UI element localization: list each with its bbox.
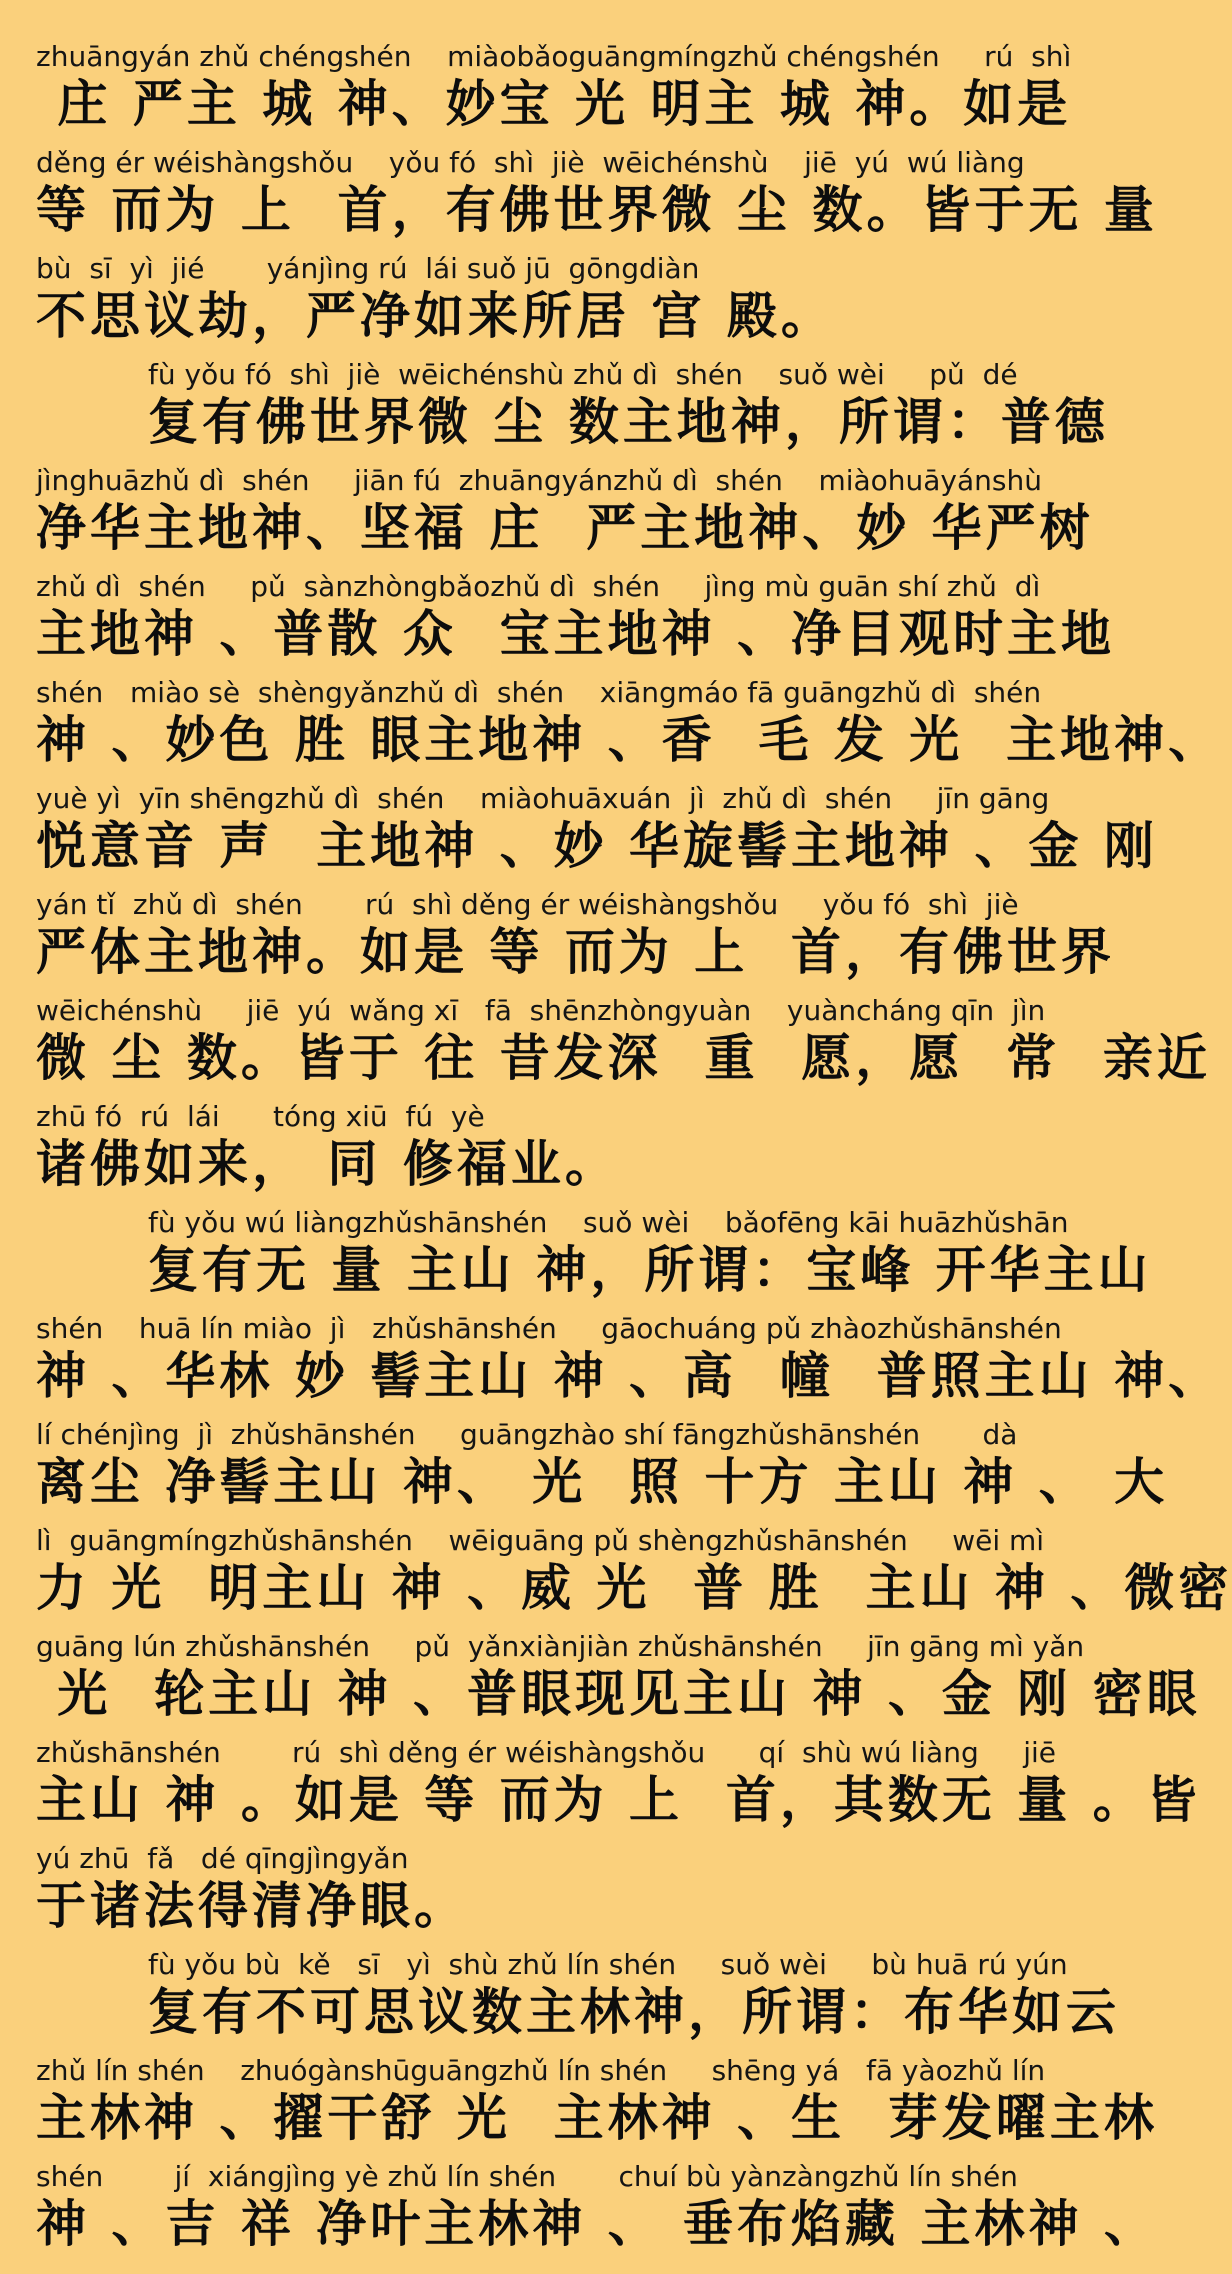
pinyin-annotation: fù yǒu fó shì jiè wēichénshù zhǔ dì shén suǒ wèi pǔ dé: [148, 358, 1018, 391]
verse-line: [36, 570, 1116, 676]
verse-line: [36, 1842, 1044, 1948]
verse-line: [36, 676, 1223, 782]
verse-line: [36, 1100, 1044, 1206]
chinese-text: 严体主地神。如是 等 而为 上 首，有佛世界: [36, 923, 1116, 981]
verse-line: [36, 2054, 1158, 2160]
verse-line: [36, 1418, 1169, 1524]
verse-line: [36, 358, 1109, 464]
chinese-text: 等 而为 上 首，有佛世界微 尘 数。皆于无 量: [36, 181, 1158, 239]
verse-line: [36, 888, 1116, 994]
verse-line: [36, 1312, 1223, 1418]
chinese-text: 离尘 净髻主山 神、 光 照 十方 主山 神 、 大: [36, 1453, 1169, 1511]
pinyin-annotation: fù yǒu bù kě sī yì shù zhǔ lín shén suǒ wèi bù huā rú yún: [148, 1948, 1068, 1981]
pinyin-annotation: zhǔshānshén rú shì děng ér wéishàngshǒu qí shù wú liàng jiē: [36, 1736, 1057, 1769]
chinese-text: 诸佛如来， 同 修福业。: [36, 1135, 619, 1193]
chinese-text: 净华主地神、坚福 庄 严主地神、妙 华严树: [36, 499, 1094, 557]
verse-line: [36, 252, 1044, 358]
chinese-text: 微 尘 数。皆于 往 昔发深 重 愿，愿 常 亲近: [36, 1029, 1211, 1087]
chinese-text: 主山 神 。如是 等 而为 上 首，其数无 量 。皆: [36, 1771, 1201, 1829]
pinyin-annotation: zhuāngyán zhǔ chéngshén miàobǎoguāngmíngzhǔ chéngshén rú shì: [36, 40, 1072, 73]
chinese-text: 神 、吉 祥 净叶主林神 、 垂布焰藏 主林神 、: [36, 2195, 1158, 2253]
chinese-text: 复有佛世界微 尘 数主地神，所谓：普德: [148, 393, 1109, 451]
verse-line: [36, 1630, 1201, 1736]
pinyin-annotation: lí chénjìng jì zhǔshānshén guāngzhào shí fāngzhǔshānshén dà: [36, 1418, 1018, 1451]
pinyin-annotation: yú zhū fǎ dé qīngjìngyǎn: [36, 1842, 409, 1875]
verse-line: [36, 1206, 1152, 1312]
verse-line: [36, 1524, 1232, 1630]
chinese-text: 主林神 、擢干舒 光 主林神 、生 芽发曜主林: [36, 2089, 1158, 2147]
pinyin-annotation: fù yǒu wú liàngzhǔshānshén suǒ wèi bǎofēng kāi huāzhǔshān: [148, 1206, 1069, 1239]
pinyin-annotation: shén huā lín miào jì zhǔshānshén gāochuáng pǔ zhàozhǔshānshén: [36, 1312, 1062, 1345]
pinyin-annotation: jìnghuāzhǔ dì shén jiān fú zhuāngyánzhǔ dì shén miàohuāyánshù: [36, 464, 1042, 497]
verse-line: [36, 1948, 1120, 2054]
chinese-text: 神 、妙色 胜 眼主地神 、香 毛 发 光 主地神、: [36, 711, 1223, 769]
pinyin-annotation: lì guāngmíngzhǔshānshén wēiguāng pǔ shèngzhǔshānshén wēi mì: [36, 1524, 1045, 1557]
verse-line: [36, 782, 1158, 888]
verse-line: [36, 464, 1094, 570]
chinese-text: 神 、华林 妙 髻主山 神 、高 幢 普照主山 神、: [36, 1347, 1223, 1405]
chinese-text: 力 光 明主山 神 、威 光 普 胜 主山 神 、微密: [36, 1559, 1232, 1617]
verse-line: [36, 146, 1158, 252]
verse-line: [36, 1736, 1201, 1842]
chinese-text: 于诸法得清净眼。: [36, 1877, 468, 1935]
pinyin-annotation: yuè yì yīn shēngzhǔ dì shén miàohuāxuán jì zhǔ dì shén jīn gāng: [36, 782, 1050, 815]
pinyin-annotation: zhǔ dì shén pǔ sànzhòngbǎozhǔ dì shén jìng mù guān shí zhǔ dì: [36, 570, 1041, 603]
pinyin-annotation: děng ér wéishàngshǒu yǒu fó shì jiè wēichénshù jiē yú wú liàng: [36, 146, 1025, 179]
chinese-text: 光 轮主山 神 、普眼现见主山 神 、金 刚 密眼: [36, 1665, 1201, 1723]
chinese-text: 不思议劫，严净如来所居 宫 殿。: [36, 287, 835, 345]
pinyin-annotation: wēichénshù jiē yú wǎng xī fā shēnzhòngyuàn yuàncháng qīn jìn: [36, 994, 1046, 1027]
verse-line: [36, 40, 1072, 146]
pinyin-annotation: yán tǐ zhǔ dì shén rú shì děng ér wéishàngshǒu yǒu fó shì jiè: [36, 888, 1019, 921]
pinyin-annotation: guāng lún zhǔshānshén pǔ yǎnxiànjiàn zhǔshānshén jīn gāng mì yǎn: [36, 1630, 1085, 1663]
chinese-text: 主地神 、普散 众 宝主地神 、净目观时主地: [36, 605, 1116, 663]
pinyin-annotation: zhū fó rú lái tóng xiū fú yè: [36, 1100, 485, 1133]
pinyin-annotation: shén jí xiángjìng yè zhǔ lín shén chuí bù yànzàngzhǔ lín shén: [36, 2160, 1018, 2193]
chinese-text: 庄 严主 城 神、妙宝 光 明主 城 神。如是: [36, 75, 1072, 133]
pinyin-annotation: zhǔ lín shén zhuógànshūguāngzhǔ lín shén shēng yá fā yàozhǔ lín: [36, 2054, 1046, 2087]
pinyin-annotation: bù sī yì jié yánjìng rú lái suǒ jū gōngdiàn: [36, 252, 700, 285]
verse-line: [36, 994, 1211, 1100]
verse-line: [36, 2160, 1158, 2266]
chinese-text: 悦意音 声 主地神 、妙 华旋髻主地神 、金 刚: [36, 817, 1158, 875]
pinyin-annotation: shén miào sè shèngyǎnzhǔ dì shén xiāngmáo fā guāngzhǔ dì shén: [36, 676, 1042, 709]
chinese-text: 复有不可思议数主林神，所谓：布华如云: [148, 1983, 1120, 2041]
chinese-text: 复有无 量 主山 神，所谓：宝峰 开华主山: [148, 1241, 1152, 1299]
